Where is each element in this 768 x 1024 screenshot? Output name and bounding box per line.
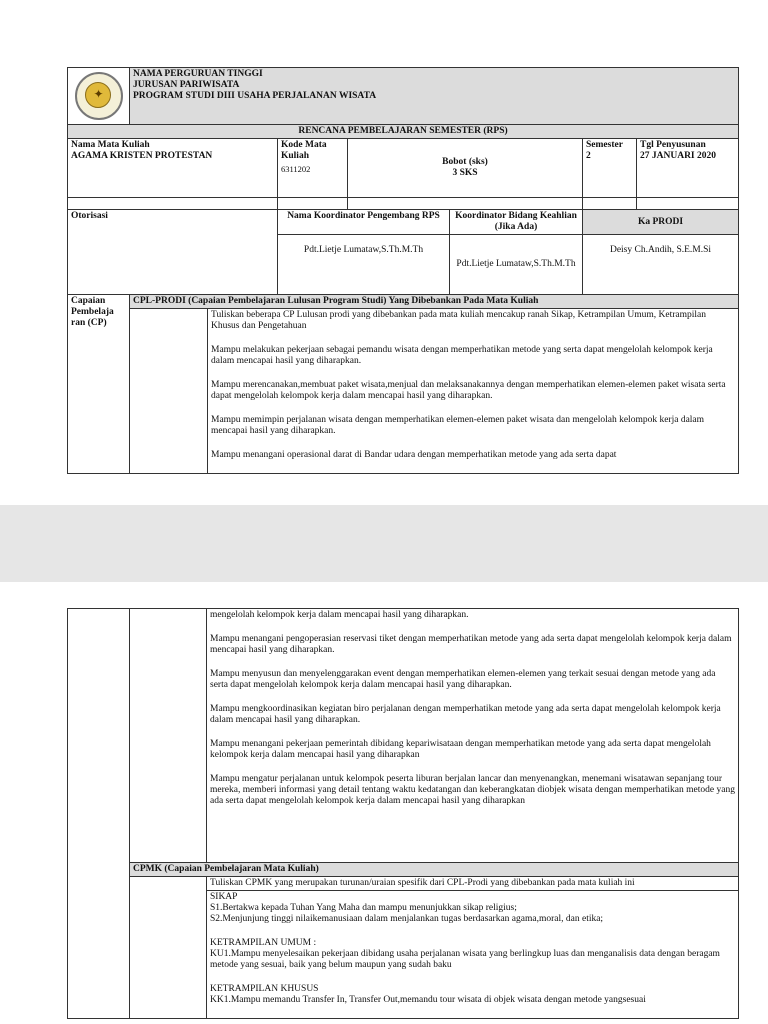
cpl-item: Mampu menangani pekerjaan pemerintah dibidang kepariwisataan dengan memperhatikan metode yang ada serta dapat mengelolah kelompok kerja dalam mencapai hasil yang diharapkan <box>210 739 711 760</box>
date-label: Tgl Penyusunan <box>640 140 706 150</box>
cpl-prodi-header: CPL-PRODI (Capaian Pembelajaran Lulusan Program Studi) Yang Dibebankan Pada Mata Kuliah <box>130 295 739 309</box>
cp-label: Capaian Pembelaja ran (CP) <box>68 295 130 474</box>
cpl-item: mengelolah kelompok kerja dalam mencapai hasil yang diharapkan. <box>210 610 469 620</box>
cpl-item: Mampu menyusun dan menyelenggarakan event dengan memperhatikan elemen-elemen yang terkait sesuai dengan metode yang ada serta dapat mengelolah kelompok kerja dalam mencapai hasil yang diharapkan. <box>210 669 716 690</box>
course-weight-label: Bobot (sks) <box>442 157 488 167</box>
cpl-item: Mampu memimpin perjalanan wisata dengan memperhatikan elemen-elemen paket wisata dan mengelolah kelompok kerja dalam mencapai hasil yang diharapkan. <box>211 415 705 436</box>
ketrampilan-khusus-item: KK1.Mampu memandu Transfer In, Transfer Out,memandu tour wisata di objek wisata dengan metode yangsesuai <box>210 995 646 1005</box>
cpl-item: Mampu mengatur perjalanan untuk kelompok peserta liburan berjalan lancar dan menyenangkan, menemani wisatawan sepanjang tour mereka, memberi informasi yang detail tentang waktu kedatangan dan keberangkatan diobjek wisata dengan memperhatikan metode yang ada serta dapat mengelolah kelompok kerja dalam mencapai hasil yang diharapkan <box>210 774 735 806</box>
kaprodi-label: Ka PRODI <box>583 210 739 235</box>
sikap-title: SIKAP <box>210 892 238 902</box>
department-name: JURUSAN PARIWISATA <box>133 80 240 90</box>
course-code-value: 6311202 <box>281 164 311 174</box>
date-value: 27 JANUARI 2020 <box>640 151 716 161</box>
cpmk-header: CPMK (Capaian Pembelajaran Mata Kuliah) <box>130 863 739 877</box>
cpl-list-page1 <box>208 309 738 473</box>
cpl-content-row <box>130 309 739 474</box>
semester-value: 2 <box>586 151 591 161</box>
field-coordinator-label: Koordinator Bidang Keahlian (Jika Ada) <box>450 210 583 235</box>
study-program-name: PROGRAM STUDI DIII USAHA PERJALANAN WISATA <box>133 91 377 101</box>
cpl-intro: Tuliskan beberapa CP Lulusan prodi yang dibebankan pada mata kuliah mencakup ranah Sikap, Ketrampilan Umum, Ketrampilan Khusus dan Pengetahuan <box>211 310 707 331</box>
ketrampilan-umum-title: KETRAMPILAN UMUM : <box>210 938 317 948</box>
field-coordinator-name: Pdt.Lietje Lumataw,S.Th.M.Th <box>450 235 583 295</box>
course-weight-cell <box>348 139 583 198</box>
institution-name: NAMA PERGURUAN TINGGI <box>133 69 263 79</box>
semester-cell <box>583 139 637 198</box>
cpl-item: Mampu menangani operasional darat di Bandar udara dengan memperhatikan metode yang ada serta dapat <box>211 450 617 460</box>
university-seal-icon: ✦ <box>75 72 123 120</box>
cpl-item: Mampu menangani pengoperasian reservasi tiket dengan memperhatikan metode yang ada serta dapat mengelolah kelompok kerja dalam mencapai hasil yang diharapkan. <box>210 634 732 655</box>
document-page-1 <box>0 0 768 505</box>
rps-header-table <box>67 67 739 474</box>
ketrampilan-khusus-title: KETRAMPILAN KHUSUS <box>210 984 319 994</box>
cpmk-list <box>207 891 738 1007</box>
semester-label: Semester <box>586 140 623 150</box>
rps-continuation-table <box>67 608 739 1019</box>
cpl-item: Mampu merencanakan,membuat paket wisata,menjual dan melaksanakannya dengan memperhatikan elemen-elemen paket wisata serta dapat mengelolah kelompok kerja dalam mencapai hasil yang diharapkan. <box>211 380 726 401</box>
sikap-item: S2.Menjunjung tinggi nilaikemanusiaan dalam menjalankan tugas berdasarkan agama,moral, dan etika; <box>210 914 604 924</box>
authorization-label: Otorisasi <box>68 210 278 295</box>
course-code-label: Kode Mata Kuliah <box>281 140 327 161</box>
date-cell <box>637 139 739 198</box>
course-name-value: AGAMA KRISTEN PROTESTAN <box>71 151 213 161</box>
cpmk-content <box>207 877 739 1019</box>
course-weight-value: 3 SKS <box>452 168 478 178</box>
cpl-list-page2 <box>207 609 739 863</box>
rps-title: RENCANA PEMBELAJARAN SEMESTER (RPS) <box>68 125 739 139</box>
coordinator-label: Nama Koordinator Pengembang RPS <box>278 210 450 235</box>
course-code-cell <box>278 139 348 198</box>
sikap-item: S1.Bertakwa kepada Tuhan Yang Maha dan mampu menunjukkan sikap religius; <box>210 903 517 913</box>
document-page-2 <box>0 582 768 1024</box>
course-name-label: Nama Mata Kuliah <box>71 140 150 150</box>
cpl-item: Mampu melakukan pekerjaan sebagai pemandu wisata dengan memperhatikan metode yang serta dapat mengelolah kelompok kerja dalam mencapai hasil yang diharapkan. <box>211 345 713 366</box>
cpl-item: Mampu mengkoordinasikan kegiatan biro perjalanan dengan memperhatikan metode yang ada serta dapat mengelolah kelompok kerja dalam mencapai hasil yang diharapkan. <box>210 704 721 725</box>
institution-header <box>130 68 739 125</box>
logo-cell <box>68 68 130 125</box>
course-name-cell <box>68 139 278 198</box>
coordinator-name: Pdt.Lietje Lumataw,S.Th.M.Th <box>278 235 450 295</box>
kaprodi-name: Deisy Ch.Andih, S.E.M.Si <box>583 235 739 295</box>
cpmk-intro: Tuliskan CPMK yang merupakan turunan/uraian spesifik dari CPL-Prodi yang dibebankan pada mata kuliah ini <box>207 877 738 891</box>
ketrampilan-umum-item: KU1.Mampu menyelesaikan pekerjaan dibidang usaha perjalanan wisata yang berlingkup luas dan menganalisis data dengan beragam metode yang sesuai, baik yang belum maupun yang sudah baku <box>210 949 720 970</box>
